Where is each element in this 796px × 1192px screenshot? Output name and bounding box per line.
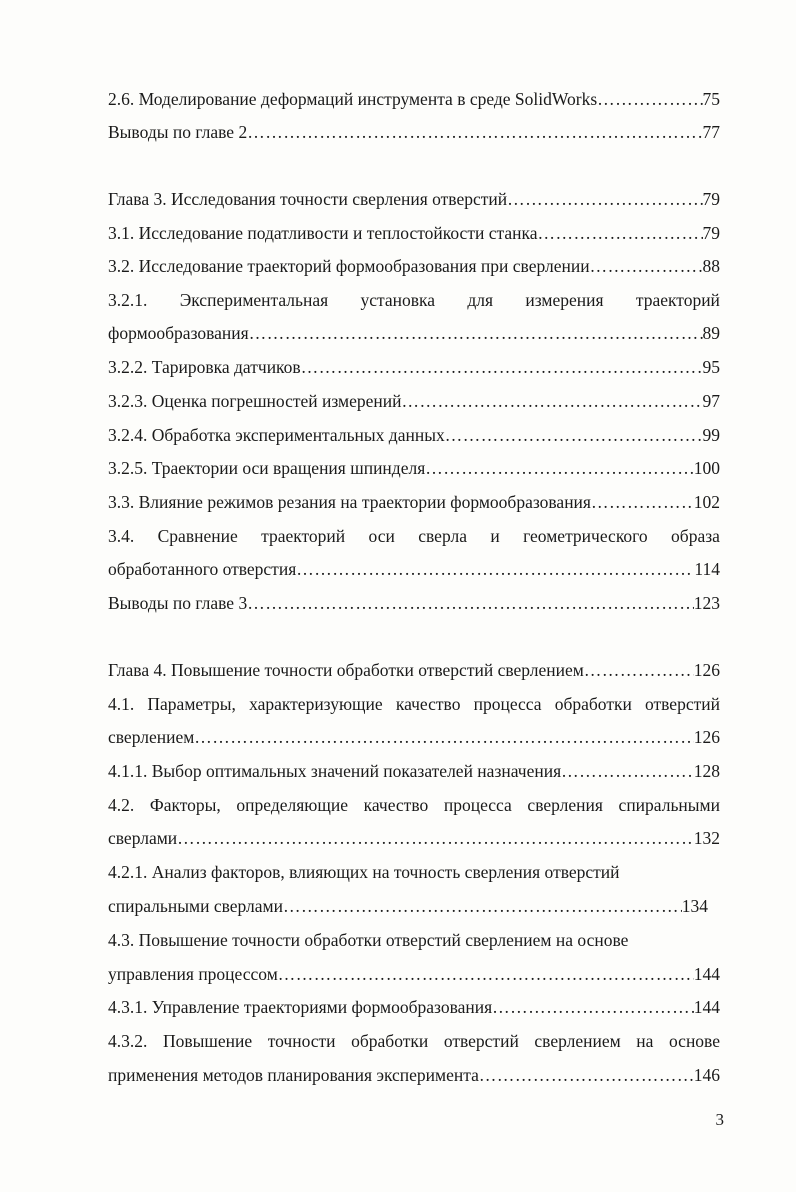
leader-dots — [445, 418, 703, 452]
toc-entry-3-2-2: 3.2.2. Тарировка датчиков ……………………………………………………………………………………………………………………………………………………………… 95 — [108, 350, 720, 384]
toc-entry-4-2-1-line2: спиральными сверлами ……………………………………………………………………………………………………………………………………………………………… 134 — [108, 889, 708, 923]
leader-dots — [247, 115, 702, 149]
leader-dots — [561, 754, 694, 788]
toc-entry-4-3-1: 4.3.1. Управление траекториями формообразования ……………………………………………………………………………………………………………………………………………………………… 144 — [108, 990, 720, 1024]
toc-entry-3-1: 3.1. Исследование податливости и теплостойкости станка ……………………………………………………………………………………………………………………………………………………………… 79 — [108, 216, 720, 250]
toc-entry-2-6: 2.6. Моделирование деформаций инструмента в среде SolidWorks ……………………………………………………………………………………………………………………………………………………………… 75 — [108, 82, 720, 116]
leader-dots — [249, 316, 703, 350]
leader-dots — [590, 249, 703, 283]
toc-entry-4-3-line1: 4.3. Повышение точности обработки отверстий сверлением на основе — [108, 930, 629, 950]
leader-dots — [597, 82, 702, 116]
toc-entry-4-1-line2: сверлением ……………………………………………………………………………………………………………………………………………………………… 126 — [108, 720, 720, 754]
toc-entry-3-2-5: 3.2.5. Траектории оси вращения шпинделя ……………………………………………………………………………………………………………………………………………………………… 100 — [108, 451, 720, 485]
page-number: 3 — [715, 1110, 724, 1129]
leader-dots — [296, 552, 694, 586]
leader-dots — [492, 990, 694, 1024]
toc-entry-4-2-1-line1: 4.2.1. Анализ факторов, влияющих на точность сверления отверстий — [108, 862, 620, 882]
toc-entry-4-2-line2: сверлами ……………………………………………………………………………………………………………………………………………………………… 132 — [108, 821, 720, 855]
toc-entry-3-2-1-line2: формообразования ……………………………………………………………………………………………………………………………………………………………… 89 — [108, 316, 720, 350]
toc-entry-4-1-line1: 4.1. Параметры, характеризующие качество процесса обработки отверстий — [108, 694, 720, 714]
leader-dots — [301, 350, 703, 384]
leader-dots — [425, 451, 694, 485]
leader-dots — [537, 216, 702, 250]
toc-entry-3-2: 3.2. Исследование траекторий формообразования при сверлении ……………………………………………………………………………………………………………………………………………………………… 88 — [108, 249, 720, 283]
toc-entry-4-2-line1: 4.2. Факторы, определяющие качество процесса сверления спиральными — [108, 795, 720, 815]
toc-entry-4-3-2-line1: 4.3.2. Повышение точности обработки отверстий сверлением на основе — [108, 1031, 720, 1051]
toc-entry-4-3-line2: управления процессом ……………………………………………………………………………………………………………………………………………………………… 144 — [108, 957, 720, 991]
toc-entry-4-1-1: 4.1.1. Выбор оптимальных значений показателей назначения ……………………………………………………………………………………………………………………………………………………………… 128 — [108, 754, 720, 788]
leader-dots — [283, 889, 682, 923]
leader-dots — [247, 586, 694, 620]
toc-entry-conclusions-3: Выводы по главе 3 ……………………………………………………………………………………………………………………………………………………………… 123 — [108, 586, 720, 620]
leader-dots — [177, 821, 694, 855]
leader-dots — [278, 957, 694, 991]
leader-dots — [402, 384, 703, 418]
toc-entry-3-3: 3.3. Влияние режимов резания на траектории формообразования ……………………………………………………………………………………………………………………………………………………………… 102 — [108, 485, 720, 519]
toc-entry-chapter-3: Глава 3. Исследования точности сверления отверстий ……………………………………………………………………………………………………………………………………………………………… 79 — [108, 182, 720, 216]
leader-dots — [194, 720, 693, 754]
toc-entry-3-4-line1: 3.4. Сравнение траекторий оси сверла и геометрического образа — [108, 526, 720, 546]
toc-entry-3-4-line2: обработанного отверстия ……………………………………………………………………………………………………………………………………………………………… 114 — [108, 552, 720, 586]
toc-entry-3-2-1-line1: 3.2.1. Экспериментальная установка для измерения траекторий — [108, 290, 720, 310]
toc-entry-3-2-3: 3.2.3. Оценка погрешностей измерений ……………………………………………………………………………………………………………………………………………………………… 97 — [108, 384, 720, 418]
leader-dots — [584, 653, 694, 687]
leader-dots — [507, 182, 702, 216]
leader-dots — [479, 1058, 694, 1092]
toc-entry-3-2-4: 3.2.4. Обработка экспериментальных данных ……………………………………………………………………………………………………………………………………………………………… 99 — [108, 418, 720, 452]
toc-entry-chapter-4: Глава 4. Повышение точности обработки отверстий сверлением ……………………………………………………………………………………………………………………………………………………………… 126 — [108, 653, 720, 687]
toc-entry-conclusions-2: Выводы по главе 2 ……………………………………………………………………………………………………………………………………………………………… 77 — [108, 115, 720, 149]
leader-dots — [591, 485, 694, 519]
toc-entry-4-3-2-line2: применения методов планирования эксперимента ……………………………………………………………………………………………………………………………………………………………… 146 — [108, 1058, 720, 1092]
